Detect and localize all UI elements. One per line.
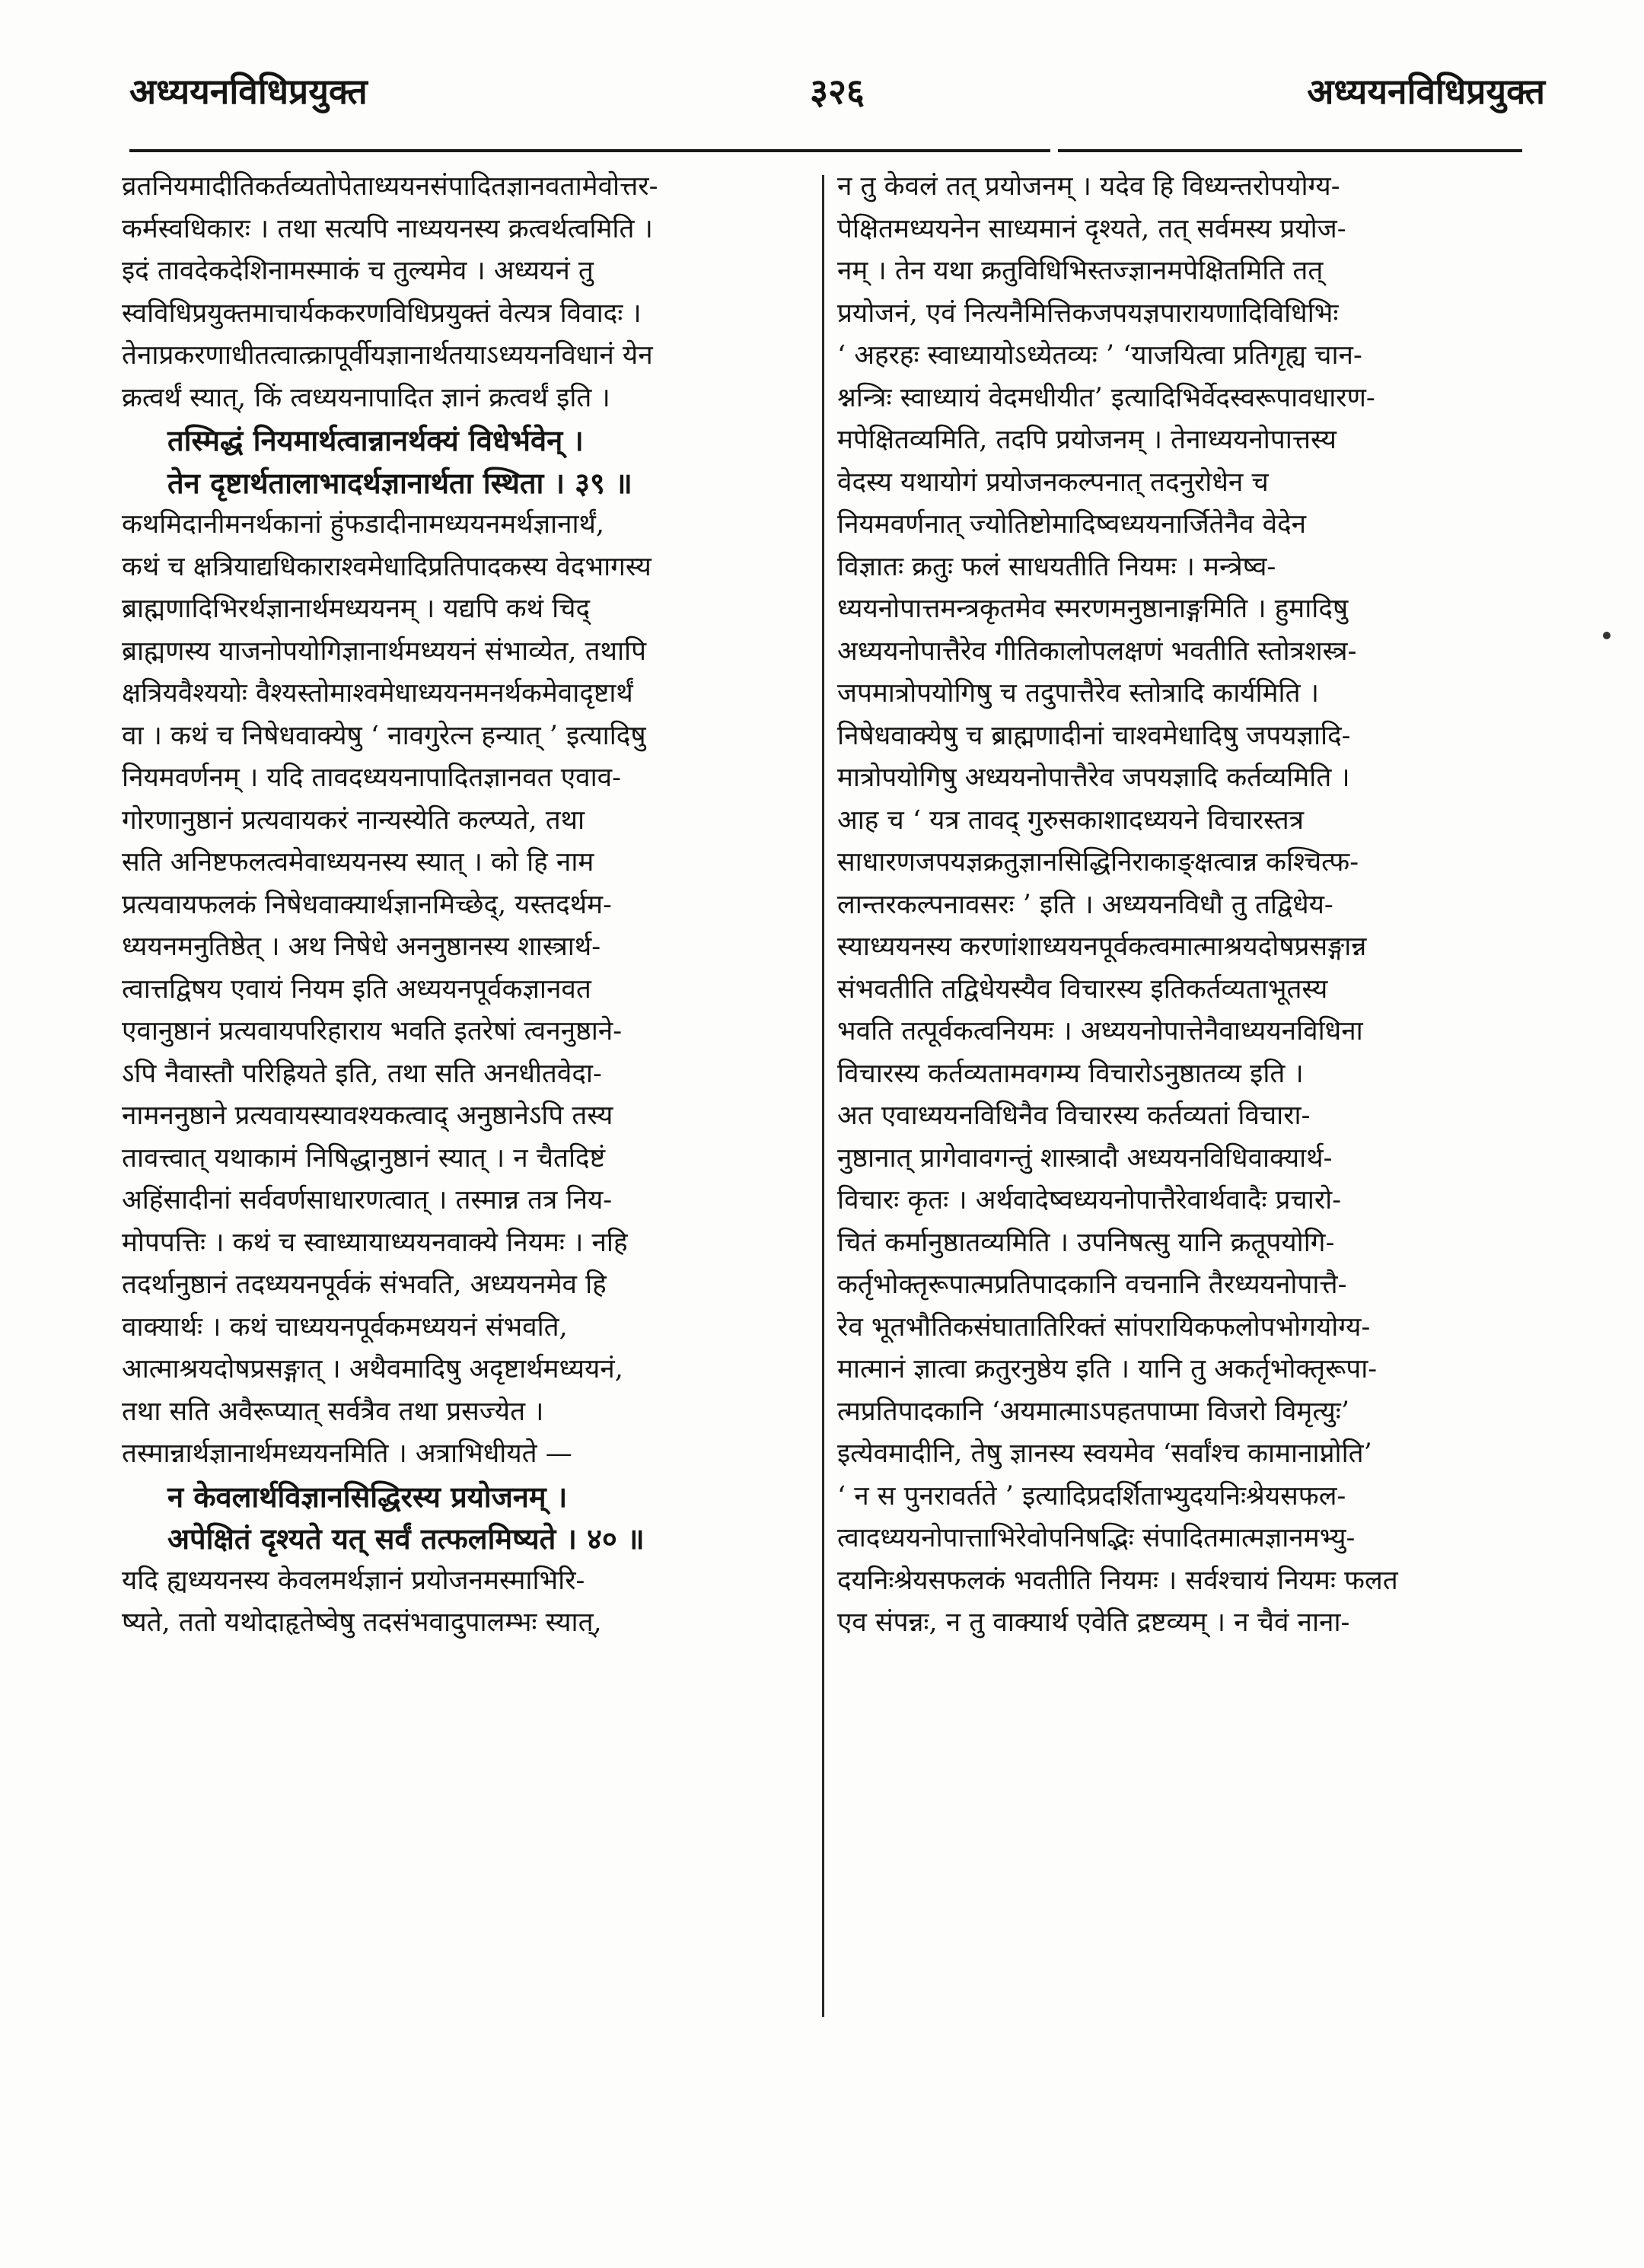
text-line: वेदस्य यथायोगं प्रयोजनकल्पनात् तदनुरोधेन च (837, 467, 1269, 498)
text-line: क्षत्रियवैश्ययोः वैश्यस्तोमाश्वमेधाध्ययनमनर्थकमेवादृष्टार्थं (122, 678, 633, 709)
text-line: आत्माश्रयदोषप्रसङ्गात् । अथैवमादिषु अदृष्टार्थमध्ययनं, (122, 1354, 623, 1384)
text-line: भवति तत्पूर्वकत्वनियमः । अध्ययनोपात्तेनैवाध्ययनविधिना (837, 1016, 1363, 1046)
text-line: नम् । तेन यथा क्रतुविधिभिस्तज्ज्ञानमपेक्षितमिति तत् (837, 256, 1324, 286)
text-line: ‘ न स पुनरावर्तते ’ इत्यादिप्रदर्शिताभ्युदयनिःश्रेयसफल- (837, 1480, 1346, 1511)
text-line: ष्यते, ततो यथोदाहृतेष्वेषु तदसंभवादुपालम्भः स्यात्, (122, 1607, 602, 1638)
text-line: श्नन्त्रिः स्वाध्यायं वेदमधीयीत’ इत्यादिभिर्वेदस्वरूपावधारण- (837, 382, 1375, 413)
text-line: प्रयोजनं, एवं नित्यनैमित्तिकजपयज्ञपारायणादिविधिभिः (837, 298, 1339, 329)
text-line: प्रत्यवायफलकं निषेधवाक्यार्थज्ञानमिच्छेद्, यस्तदर्थम- (122, 889, 612, 920)
text-line: कथमिदानीमनर्थकानां हुंफडादीनामध्ययनमर्थज्ञानार्थं, (122, 509, 605, 540)
text-line: रेव भूतभौतिकसंघातातिरिक्तं सांपरायिकफलोपभोगयोग्य- (837, 1311, 1371, 1343)
text-line: त्वादध्ययनोपात्ताभिरेवोपनिषद्भिः संपादितमात्मज्ञानमभ्यु- (837, 1523, 1356, 1553)
text-line: मात्मानं ज्ञात्वा क्रतुरनुष्ठेय इति । यानि तु अकर्तृभोक्तृरूपा- (837, 1354, 1378, 1384)
header-rule-right (1058, 149, 1522, 152)
column-divider (822, 175, 824, 2017)
text-line: तदर्थानुष्ठानं तदध्ययनपूर्वकं संभवति, अध्ययनमेव हि (122, 1269, 607, 1300)
left-column (122, 166, 784, 1645)
verse-line: अपेक्षितं दृश्यते यत् सर्वं तत्फलमिष्यते । ४० ॥ (167, 1521, 645, 1556)
text-line: पेक्षितमध्ययनेन साध्यमानं दृश्यते, तत् सर्वमस्य प्रयोज- (837, 213, 1346, 244)
text-line: इत्येवमादीनि, तेषु ज्ञानस्य स्वयमेव ‘सर्वांश्च कामानाप्नोति’ (837, 1438, 1372, 1469)
text-line: त्मप्रतिपादकानि ‘अयमात्माऽपहतपाप्मा विजरो विमृत्युः’ (837, 1396, 1349, 1427)
text-line: लान्तरकल्पनावसरः ’ इति । अध्ययनविधौ तु तद्विधेय- (837, 889, 1333, 920)
text-line: व्रतनियमादीतिकर्तव्यतोपेताध्ययनसंपादितज्ञानवतामेवोत्तर- (122, 171, 658, 202)
page-number: ३२६ (810, 71, 865, 112)
text-line: आह च ‘ यत्र तावद् गुरुसकाशादध्ययने विचारस्तत्र (837, 804, 1305, 836)
text-line: तेनाप्रकरणाधीतत्वात्क्रापूर्वीयज्ञानार्थतयाऽध्ययनविधानं येन (122, 340, 653, 371)
text-line: अहिंसादीनां सर्ववर्णसाधारणत्वात् । तस्मान्न तत्र निय- (122, 1185, 613, 1215)
margin-mark (1603, 632, 1611, 639)
text-line: एवानुष्ठानं प्रत्यवायपरिहाराय भवति इतरेषां त्वननुष्ठाने- (122, 1016, 623, 1046)
text-line: एव संपन्नः, न तु वाक्यार्थ एवेति द्रष्टव्यम् । न चैवं नाना- (837, 1607, 1350, 1638)
text-line: ध्ययनोपात्तमन्त्रकृतमेव स्मरणमनुष्ठानाङ्गमिति । हुमादिषु (837, 594, 1349, 624)
running-title-right: अध्ययनविधिप्रयुक्त (1307, 71, 1545, 112)
verse-line: न केवलार्थविज्ञानसिद्धिरस्य प्रयोजनम् । (167, 1479, 568, 1514)
text-line: जपमात्रोपयोगिषु च तदुपात्तैरेव स्तोत्रादि कार्यमिति । (837, 678, 1319, 709)
text-line: कर्तृभोक्तृरूपात्मप्रतिपादकानि वचनानि तैरध्ययनोपात्तै- (837, 1269, 1347, 1300)
text-line: नियमवर्णनात् ज्योतिष्टोमादिष्वध्ययनार्जितेनैव वेदेन (837, 509, 1307, 540)
text-line: कथं च क्षत्रियाद्यधिकाराश्वमेधादिप्रतिपादकस्य वेदभागस्य (122, 551, 652, 582)
text-line: इदं तावदेकदेशिनामस्माकं च तुल्यमेव । अध्ययनं तु (122, 256, 594, 286)
text-line: मपेक्षितव्यमिति, तदपि प्रयोजनम् । तेनाध्ययनोपात्तस्य (837, 425, 1337, 455)
running-title-left: अध्ययनविधिप्रयुक्त (129, 71, 368, 112)
text-line: ‘ अहरहः स्वाध्यायोऽध्येतव्यः ’ ‘याजयित्वा प्रतिगृह्य चान- (837, 340, 1362, 371)
text-line: नामननुष्ठाने प्रत्यवायस्यावश्यकत्वाद् अनुष्ठानेऽपि तस्य (122, 1101, 613, 1131)
text-line: गोरणानुष्ठानं प्रत्यवायकरं नान्यस्येति कल्प्यते, तथा (122, 804, 585, 836)
text-line: कर्मस्वधिकारः । तथा सत्यपि नाध्ययनस्य क्रत्वर्थत्वमिति । (122, 213, 653, 244)
text-line: वा । कथं च निषेधवाक्येषु ‘ नावगुरेत्न हन्यात् ’ इत्यादिषु (122, 720, 646, 751)
text-line: तावत्त्वात् यथाकामं निषिद्धानुष्ठानं स्यात् । न चैतदिष्टं (122, 1142, 606, 1174)
text-line: तथा सति अवैरूप्यात् सर्वत्रैव तथा प्रसज्येत । (122, 1396, 544, 1427)
text-line: निषेधवाक्येषु च ब्राह्मणादीनां चाश्वमेधादिषु जपयज्ञादि- (837, 720, 1351, 751)
text-line: स्वविधिप्रयुक्तमाचार्यककरणविधिप्रयुक्तं वेत्यत्र विवादः । (122, 298, 642, 329)
text-line: अध्ययनोपात्तैरेव गीतिकालोपलक्षणं भवतीति स्तोत्रशस्त्र- (837, 635, 1357, 667)
text-line: दयनिःश्रेयसफलकं भवतीति नियमः । सर्वश्चायं नियमः फलत (837, 1565, 1398, 1596)
text-line: त्वात्तद्विषय एवायं नियम इति अध्ययनपूर्वकज्ञानवत (122, 973, 591, 1005)
text-line: संभवतीति तद्विधेयस्यैव विचारस्य इतिकर्तव्यताभूतस्य (837, 973, 1328, 1005)
text-line: वाक्यार्थः । कथं चाध्ययनपूर्वकमध्ययनं संभवति, (122, 1311, 568, 1343)
text-line: ऽपि नैवास्तौ परिह्रियते इति, तथा सति अनधीतवेदा- (122, 1058, 602, 1089)
text-line: चितं कर्मानुष्ठातव्यमिति । उपनिषत्सु यानि क्रतूपयोगि- (837, 1227, 1335, 1258)
text-line: ब्राह्मणादिभिरर्थज्ञानार्थमध्ययनम् । यद्यपि कथं चिद् (122, 594, 591, 624)
running-header (129, 67, 1545, 128)
text-line: नुष्ठानात् प्रागेवावगन्तुं शास्त्रादौ अध्ययनविधिवाक्यार्थ- (837, 1142, 1333, 1174)
text-line: मोपपत्तिः । कथं च स्वाध्यायाध्ययनवाक्ये नियमः । नहि (122, 1227, 628, 1258)
text-line: विचारस्य कर्तव्यतामवगम्य विचारोऽनुष्ठातव्य इति । (837, 1058, 1304, 1089)
text-line: ब्राह्मणस्य याजनोपयोगिज्ञानार्थमध्ययनं संभाव्येत, तथापि (122, 635, 646, 667)
text-line: तस्मान्नार्थज्ञानार्थमध्ययनमिति । अत्राभिधीयते — (122, 1438, 572, 1469)
verse-line: तेन दृष्टार्थतालाभादर्थज्ञानार्थता स्थिता । ३९ ॥ (167, 465, 632, 500)
text-line: क्रत्वर्थं स्यात्, किं त्वध्ययनापादित ज्ञानं क्रत्वर्थं इति । (122, 382, 610, 413)
right-column (837, 166, 1515, 1645)
text-line: ध्ययनमनुतिष्ठेत् । अथ निषेधे अननुष्ठानस्य शास्त्रार्थ- (122, 932, 601, 962)
text-line: स्याध्ययनस्य करणांशाध्ययनपूर्वकत्वमात्माश्रयदोषप्रसङ्गान्न (837, 932, 1367, 962)
text-line: साधारणजपयज्ञक्रतुज्ञानसिद्धिनिराकाङ्क्षत्वान्न कश्चित्फ- (837, 847, 1359, 878)
text-line: यदि ह्यध्ययनस्य केवलमर्थज्ञानं प्रयोजनमस्माभिरि- (122, 1565, 585, 1596)
text-line: सति अनिष्टफलत्वमेवाध्ययनस्य स्यात् । को हि नाम (122, 847, 594, 878)
header-rule-left (129, 149, 1050, 152)
verse-line: तस्मिद्धं नियमार्थत्वान्नानर्थक्यं विधेर्भवेन् । (167, 423, 584, 457)
text-line: न तु केवलं तत् प्रयोजनम् । यदेव हि विध्यन्तरोपयोग्य- (837, 171, 1340, 202)
text-line: विचारः कृतः । अर्थवादेष्वध्ययनोपात्तैरेवार्थवादैः प्रचारो- (837, 1185, 1342, 1215)
text-line: नियमवर्णनम् । यदि तावदध्ययनापादितज्ञानवत एवाव- (122, 763, 621, 793)
text-line: अत एवाध्ययनविधिनैव विचारस्य कर्तव्यतां विचारा- (837, 1101, 1311, 1131)
text-line: विज्ञातः क्रतुः फलं साधयतीति नियमः । मन्त्रेष्व- (837, 551, 1276, 582)
text-line: मात्रोपयोगिषु अध्ययनोपात्तैरेव जपयज्ञादि कर्तव्यमिति । (837, 763, 1350, 793)
